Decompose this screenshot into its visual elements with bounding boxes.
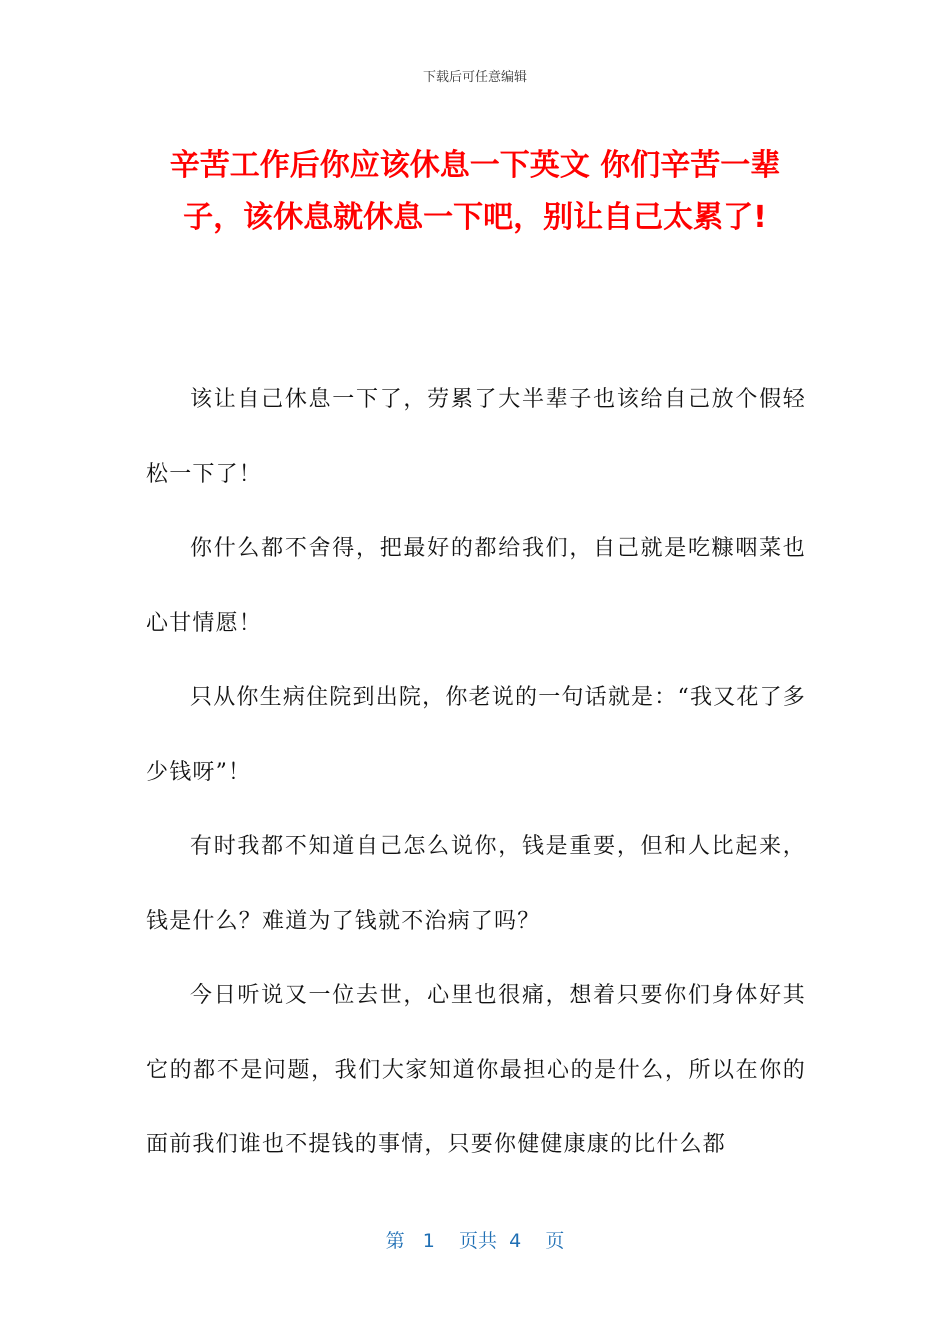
document-body	[146, 363, 806, 1183]
header-note: 下载后可任意编辑	[422, 70, 527, 85]
paragraph: 只从你生病住院到出院，你老说的一句话就是：“我又花了多少钱呀”！	[146, 685, 806, 785]
paragraph: 该让自己休息一下了，劳累了大半辈子也该给自己放个假轻松一下了！	[146, 387, 806, 487]
current-page-number: 1	[422, 1230, 435, 1252]
total-pages-number: 4	[509, 1230, 522, 1252]
paragraph: 今日听说又一位去世，心里也很痛，想着只要你们身体好其它的都不是问题，我们大家知道你最担心的是什么，所以在你的面前我们谁也不提钱的事情，只要你健健康康的比什么都	[146, 983, 806, 1157]
page-label-middle: 页共	[459, 1230, 498, 1252]
paragraph: 你什么都不舍得，把最好的都给我们，自己就是吃糠咽菜也心甘情愿！	[146, 536, 806, 636]
page-number-footer	[0, 1226, 950, 1253]
page-label-prefix: 第	[385, 1230, 405, 1252]
document-title: 辛苦工作后你应该休息一下英文 你们辛苦一辈子，该休息就休息一下吧，别让自己太累了!	[169, 148, 781, 235]
paragraph: 有时我都不知道自己怎么说你，钱是重要，但和人比起来，钱是什么？难道为了钱就不治病了吗？	[146, 834, 806, 934]
page-label-suffix: 页	[545, 1230, 565, 1252]
